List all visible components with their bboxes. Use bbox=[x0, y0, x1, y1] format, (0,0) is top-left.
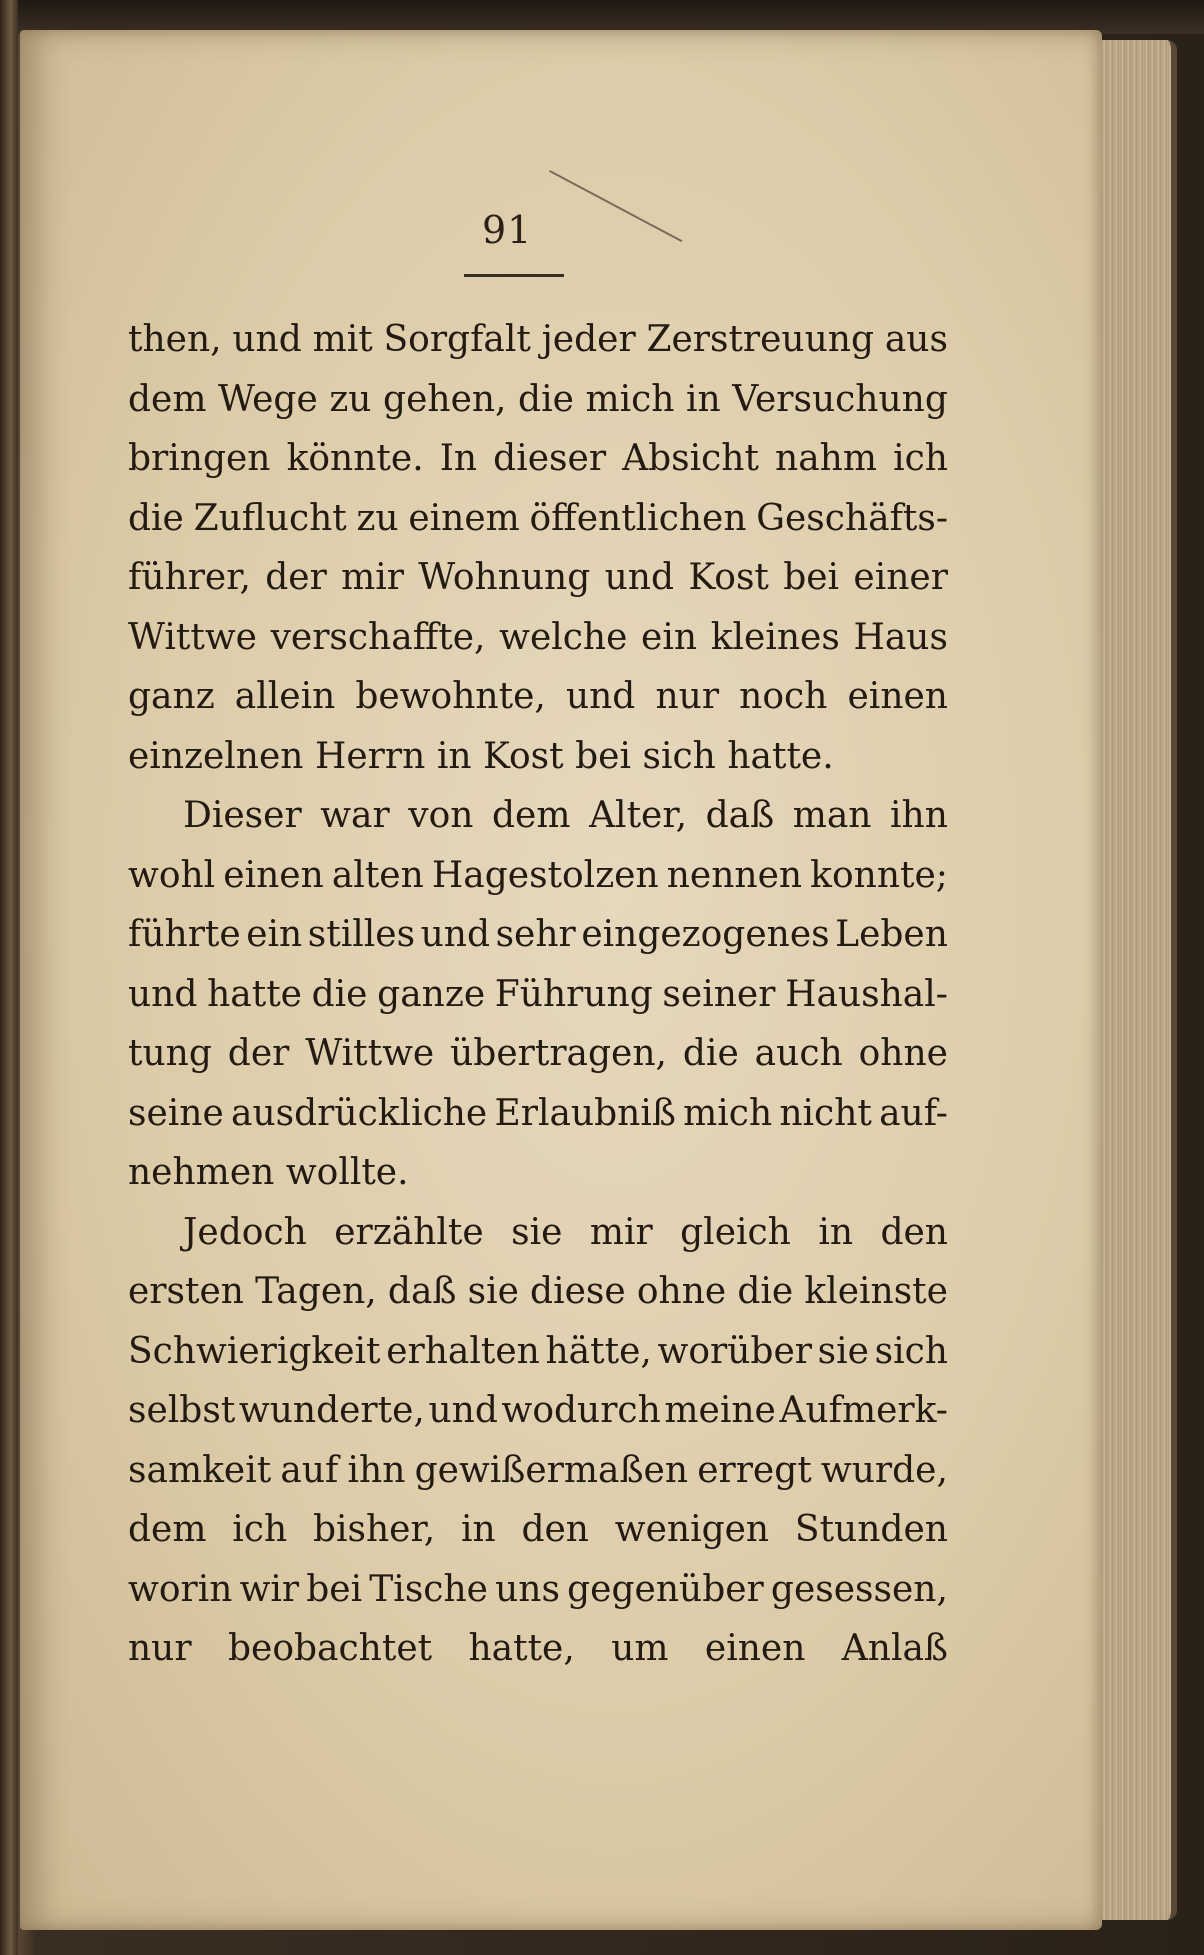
word: mit bbox=[312, 319, 373, 360]
word: Wohnung bbox=[418, 557, 591, 598]
word: diese bbox=[530, 1271, 626, 1312]
word: bei bbox=[783, 557, 840, 598]
word: führer, bbox=[128, 557, 251, 598]
word: hatte, bbox=[468, 1628, 575, 1669]
word: bewohnte, bbox=[355, 676, 546, 717]
word: worüber bbox=[657, 1330, 812, 1372]
word: eingezogenes bbox=[581, 914, 830, 955]
word: Jedoch bbox=[183, 1211, 307, 1253]
word: selbst bbox=[128, 1390, 236, 1431]
word: den bbox=[880, 1211, 948, 1253]
word: nahm bbox=[775, 438, 877, 479]
text-line bbox=[128, 1203, 948, 1263]
word: nicht bbox=[779, 1092, 872, 1134]
word: Absicht bbox=[622, 438, 759, 479]
word: um bbox=[611, 1628, 669, 1669]
word: dieser bbox=[493, 438, 607, 479]
word: der bbox=[265, 557, 327, 598]
word: den bbox=[521, 1509, 589, 1550]
word: sie bbox=[817, 1330, 869, 1372]
word: daß bbox=[387, 1271, 457, 1312]
word: wollte. bbox=[285, 1152, 409, 1193]
word: Haus bbox=[853, 616, 948, 658]
word: gleich bbox=[680, 1211, 791, 1253]
word: jeder bbox=[541, 319, 636, 360]
word: aus bbox=[884, 319, 948, 360]
word: und bbox=[565, 676, 636, 717]
word: Tische bbox=[369, 1568, 488, 1610]
text-line bbox=[128, 1084, 948, 1144]
word: bisher, bbox=[312, 1509, 436, 1550]
word: erhalten bbox=[386, 1330, 540, 1372]
word: dem bbox=[492, 795, 571, 836]
text-line bbox=[128, 429, 948, 489]
word: Zuflucht bbox=[193, 497, 347, 539]
word: war bbox=[320, 795, 390, 836]
word: könnte. bbox=[286, 438, 424, 479]
word: noch bbox=[739, 676, 828, 717]
text-line bbox=[128, 489, 948, 549]
word: Herrn bbox=[314, 735, 426, 777]
word: wenigen bbox=[614, 1509, 770, 1550]
word: Haushal- bbox=[785, 973, 948, 1015]
word: die bbox=[737, 1271, 794, 1312]
word: Sorgfalt bbox=[383, 319, 531, 360]
word: gegenüber bbox=[567, 1568, 764, 1610]
word: Hagestolzen bbox=[431, 854, 659, 896]
word: die bbox=[682, 1033, 739, 1074]
text-line bbox=[128, 1381, 948, 1441]
word: bei bbox=[306, 1568, 363, 1610]
word: ihn bbox=[890, 795, 948, 836]
text-line bbox=[128, 667, 948, 727]
word: sie bbox=[511, 1211, 563, 1253]
word: ganz bbox=[128, 676, 215, 717]
text-line bbox=[128, 1143, 948, 1203]
word: Kost bbox=[483, 735, 564, 777]
word: Kost bbox=[688, 557, 769, 598]
word: öffentlichen bbox=[529, 497, 747, 539]
page-number: 91 bbox=[482, 208, 533, 252]
word: daß bbox=[705, 795, 775, 836]
word: seiner bbox=[662, 973, 776, 1015]
word: beobachtet bbox=[227, 1628, 433, 1669]
word: kleines bbox=[710, 616, 840, 658]
word: in bbox=[460, 1509, 496, 1550]
word: die bbox=[128, 497, 184, 539]
word: Wittwe bbox=[128, 616, 257, 658]
text-line bbox=[128, 905, 948, 965]
word: wohl bbox=[128, 854, 216, 896]
word: in bbox=[818, 1211, 854, 1253]
word: verschaffte, bbox=[270, 616, 486, 658]
word: ihn bbox=[347, 1449, 406, 1491]
word: Alter, bbox=[589, 795, 688, 836]
word: und bbox=[604, 557, 675, 598]
word: bringen bbox=[128, 438, 271, 479]
word: hatte bbox=[207, 973, 302, 1015]
word: Schwierigkeit bbox=[128, 1330, 381, 1372]
text-line bbox=[128, 965, 948, 1025]
text-line bbox=[128, 1262, 948, 1322]
word: Geschäfts- bbox=[756, 497, 948, 539]
word: mich bbox=[585, 378, 675, 420]
word: die bbox=[311, 973, 368, 1015]
word: man bbox=[792, 795, 872, 836]
text-line bbox=[128, 1441, 948, 1501]
word: then, bbox=[128, 319, 222, 360]
word: ich bbox=[232, 1509, 288, 1550]
word: erzählte bbox=[334, 1211, 484, 1253]
word: Tagen, bbox=[255, 1271, 377, 1312]
word: ein bbox=[641, 616, 698, 658]
word: Stunden bbox=[794, 1509, 948, 1550]
word: nehmen bbox=[128, 1152, 275, 1193]
word: nur bbox=[128, 1628, 192, 1669]
word: kleinste bbox=[804, 1271, 948, 1312]
word: tung bbox=[128, 1033, 212, 1074]
word: in bbox=[436, 735, 472, 777]
word: allein bbox=[234, 676, 336, 717]
word: Versuchung bbox=[732, 378, 948, 420]
text-line bbox=[128, 548, 948, 608]
word: gewißermaßen bbox=[414, 1449, 688, 1491]
word: und bbox=[232, 319, 302, 360]
word: In bbox=[439, 438, 478, 479]
word: dem bbox=[128, 378, 207, 420]
word: hatte. bbox=[727, 735, 834, 777]
word: mich bbox=[683, 1092, 773, 1134]
word: auch bbox=[754, 1033, 843, 1074]
word: der bbox=[227, 1033, 290, 1074]
word: einem bbox=[408, 497, 520, 539]
word: Wege bbox=[218, 378, 318, 420]
word: führte bbox=[128, 914, 241, 955]
text-line bbox=[128, 1500, 948, 1560]
word: gehen, bbox=[383, 378, 507, 420]
word: und bbox=[128, 973, 198, 1015]
word: auf bbox=[280, 1449, 339, 1491]
word: wodurch bbox=[501, 1390, 661, 1431]
text-line bbox=[128, 786, 948, 846]
text-line bbox=[128, 727, 948, 787]
word: Zerstreuung bbox=[646, 319, 875, 360]
word: Aufmerk- bbox=[779, 1390, 948, 1431]
book-cover-edge bbox=[0, 0, 18, 1955]
word: zu bbox=[356, 497, 399, 539]
word: ausdrückliche bbox=[231, 1092, 488, 1134]
word: und bbox=[420, 914, 491, 955]
word: einen bbox=[223, 854, 324, 896]
text-line bbox=[128, 1619, 948, 1679]
word: erregt bbox=[697, 1449, 812, 1491]
word: und bbox=[428, 1390, 498, 1431]
word: uns bbox=[495, 1568, 560, 1610]
word: nennen bbox=[666, 854, 803, 896]
word: die bbox=[518, 378, 574, 420]
word: ersten bbox=[128, 1271, 244, 1312]
text-line bbox=[128, 608, 948, 668]
word: welche bbox=[499, 616, 628, 658]
word: stilles bbox=[307, 914, 416, 955]
word: ich bbox=[893, 438, 948, 479]
word: Erlaubniß bbox=[494, 1092, 676, 1134]
word: ohne bbox=[636, 1271, 727, 1312]
word: wunderte, bbox=[238, 1390, 425, 1431]
text-line bbox=[128, 846, 948, 906]
word: ganze bbox=[377, 973, 486, 1015]
word: gesessen, bbox=[770, 1568, 948, 1610]
word: auf- bbox=[879, 1092, 948, 1134]
word: sie bbox=[467, 1271, 519, 1312]
word: alten bbox=[331, 854, 424, 896]
word: dem bbox=[128, 1509, 207, 1550]
word: wir bbox=[239, 1568, 300, 1610]
background-strip bbox=[0, 0, 1204, 34]
word: mir bbox=[341, 557, 404, 598]
word: mir bbox=[589, 1211, 653, 1253]
word: Wittwe bbox=[305, 1033, 435, 1074]
word: Führung bbox=[494, 973, 653, 1015]
word: worin bbox=[128, 1568, 233, 1610]
word: übertragen, bbox=[450, 1033, 667, 1074]
word: Anlaß bbox=[841, 1628, 948, 1669]
word: in bbox=[686, 378, 721, 420]
body-text bbox=[128, 310, 948, 1679]
word: konnte; bbox=[810, 854, 948, 896]
word: einer bbox=[853, 557, 948, 598]
word: samkeit bbox=[128, 1449, 272, 1491]
word: seine bbox=[128, 1092, 224, 1134]
word: von bbox=[408, 795, 474, 836]
text-line bbox=[128, 370, 948, 430]
text-line bbox=[128, 1024, 948, 1084]
word: sich bbox=[642, 735, 716, 777]
book-page bbox=[20, 30, 1102, 1930]
word: einen bbox=[847, 676, 948, 717]
word: einzelnen bbox=[128, 735, 304, 777]
word: ohne bbox=[858, 1033, 948, 1074]
word: sich bbox=[874, 1330, 948, 1372]
word: Leben bbox=[835, 914, 948, 955]
page-number-rule bbox=[464, 274, 564, 277]
stray-pen-mark bbox=[549, 170, 682, 242]
text-line bbox=[128, 1560, 948, 1620]
text-line bbox=[128, 1322, 948, 1382]
word: einen bbox=[704, 1628, 806, 1669]
text-line bbox=[128, 310, 948, 370]
word: bei bbox=[575, 735, 631, 777]
word: sehr bbox=[495, 914, 576, 955]
word: hätte, bbox=[545, 1330, 652, 1372]
word: ein bbox=[246, 914, 303, 955]
word: zu bbox=[329, 378, 372, 420]
word: nur bbox=[655, 676, 720, 717]
word: wurde, bbox=[820, 1449, 948, 1491]
word: Dieser bbox=[183, 795, 302, 836]
word: meine bbox=[664, 1390, 776, 1431]
